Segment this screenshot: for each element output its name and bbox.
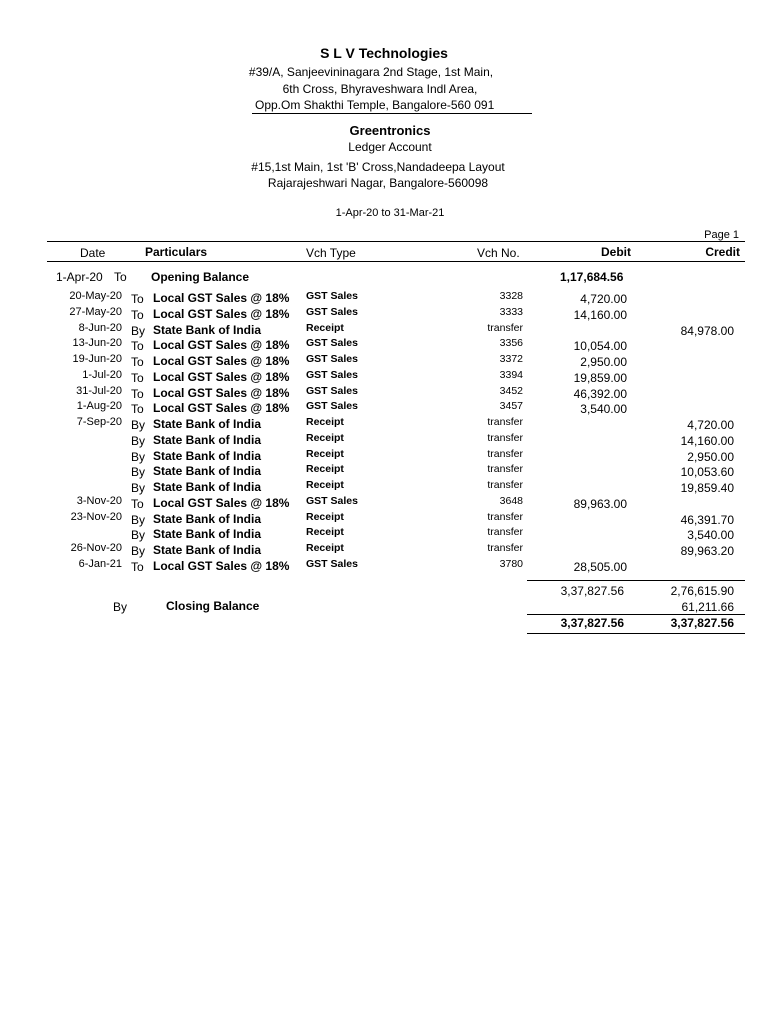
row-vch-type: GST Sales [306,305,358,318]
row-vch-no: 3356 [499,337,523,350]
row-credit: 4,720.00 [687,418,734,432]
opening-balance-row [0,270,768,286]
row-particulars: State Bank of India [153,527,262,542]
row-particulars: State Bank of India [153,417,262,431]
col-header-date: Date [80,246,106,260]
row-date: 26-Nov-20 [70,542,122,554]
row-particulars: Local GST Sales @ 18% [153,354,290,368]
row-to-by: By [131,449,146,464]
table-row [0,479,768,495]
row-debit: 28,505.00 [573,559,627,574]
row-vch-no: transfer [487,542,523,554]
row-vch-no: 3394 [499,368,523,381]
row-date: 19-Jun-20 [72,353,122,365]
row-credit: 46,391.70 [680,512,734,527]
row-vch-type: Receipt [306,416,344,428]
row-date: 13-Jun-20 [72,337,122,350]
row-date: 27-May-20 [69,305,122,318]
row-vch-type: GST Sales [306,353,358,365]
row-to-by: To [131,307,144,322]
row-vch-no: transfer [487,447,523,460]
company-address-line-2: 6th Cross, Bhyraveshwara Indl Area, [282,82,478,96]
row-vch-no: 3372 [499,353,523,365]
party-name: Greentronics [349,123,431,138]
grand-total-debit: 3,37,827.56 [560,616,624,630]
row-vch-type: Receipt [306,321,344,334]
col-header-vch-type: Vch Type [306,246,356,260]
company-address-line-3: Opp.Om Shakthi Temple, Bangalore-560 091 [255,98,495,112]
row-to-by: To [131,496,144,511]
period: 1-Apr-20 to 31-Mar-21 [335,207,445,219]
table-row [0,463,768,479]
table-row [0,511,768,527]
row-date: 1-Jul-20 [82,368,122,381]
row-debit: 4,720.00 [580,292,627,306]
table-row [0,542,768,558]
row-to-by: By [131,528,146,543]
row-debit: 14,160.00 [573,307,627,322]
row-vch-no: transfer [487,416,523,428]
table-row [0,526,768,542]
row-particulars: State Bank of India [153,543,262,557]
row-particulars: Local GST Sales @ 18% [153,369,290,384]
row-particulars: State Bank of India [153,464,262,479]
row-particulars: State Bank of India [153,322,262,337]
opening-date: 1-Apr-20 [56,270,103,284]
row-vch-type: Receipt [306,447,344,460]
row-date: 20-May-20 [69,290,122,302]
table-row [0,369,768,385]
row-debit: 2,950.00 [580,355,627,369]
subtotal-debit: 3,37,827.56 [560,584,624,598]
table-row [0,290,768,306]
row-to-by: To [131,370,144,385]
ledger-subtitle: Ledger Account [348,140,432,154]
row-to-by: By [131,323,146,338]
row-debit: 46,392.00 [573,386,627,401]
col-header-vch-no: Vch No. [477,246,520,260]
header-bottom-rule [47,261,745,262]
row-credit: 19,859.40 [680,481,734,495]
row-vch-type: GST Sales [306,337,358,350]
row-vch-type: Receipt [306,526,344,539]
row-particulars: Local GST Sales @ 18% [153,338,290,353]
row-vch-no: 3452 [499,384,523,397]
row-particulars: Local GST Sales @ 18% [153,291,290,305]
row-vch-type: GST Sales [306,384,358,397]
row-vch-no: transfer [487,321,523,334]
opening-label: Opening Balance [151,270,250,284]
table-row [0,385,768,401]
row-particulars: Local GST Sales @ 18% [153,558,290,573]
row-to-by: By [131,544,146,558]
row-credit: 2,950.00 [687,449,734,464]
row-debit: 10,054.00 [573,339,627,354]
col-header-credit: Credit [705,245,740,259]
opening-debit: 1,17,684.56 [560,270,624,284]
table-row [0,306,768,322]
grand-total-bottom-rule [527,633,745,634]
table-row [0,322,768,338]
row-debit: 19,859.00 [573,370,627,385]
row-particulars: Local GST Sales @ 18% [153,306,290,321]
row-vch-no: 3780 [499,557,523,570]
row-credit: 84,978.00 [680,323,734,338]
table-row [0,416,768,432]
row-to-by: To [131,355,144,369]
party-address-line-1: #15,1st Main, 1st 'B' Cross,Nandadeepa Layout [251,160,505,174]
row-to-by: To [131,402,144,417]
company-name: S L V Technologies [320,45,448,61]
party-address-line-2: Rajarajeshwari Nagar, Bangalore-560098 [267,176,489,190]
row-particulars: State Bank of India [153,432,262,447]
row-to-by: To [131,559,144,574]
row-to-by: By [131,481,146,495]
row-vch-type: GST Sales [306,494,358,507]
address-underline [252,113,532,114]
row-vch-type: GST Sales [306,368,358,381]
table-row [0,495,768,511]
row-particulars: Local GST Sales @ 18% [153,401,290,416]
row-vch-type: Receipt [306,431,344,444]
row-vch-no: 3457 [499,400,523,413]
subtotal-rule [527,580,745,581]
row-date: 3-Nov-20 [76,494,122,507]
company-address-line-1: #39/A, Sanjeevininagara 2nd Stage, 1st Main, [248,65,494,79]
page-number: Page 1 [704,229,739,241]
row-date: 8-Jun-20 [78,321,122,334]
row-vch-no: transfer [487,463,523,476]
row-particulars: State Bank of India [153,480,262,494]
row-vch-no: transfer [487,479,523,491]
row-debit: 89,963.00 [573,496,627,511]
row-vch-no: transfer [487,526,523,539]
row-particulars: State Bank of India [153,448,262,463]
row-credit: 14,160.00 [680,433,734,448]
row-to-by: To [131,386,144,401]
table-row [0,448,768,464]
row-to-by: By [131,433,146,448]
closing-balance-credit: 61,211.66 [681,600,734,614]
row-date: 1-Aug-20 [76,400,122,413]
row-date: 23-Nov-20 [70,510,122,523]
subtotal-credit: 2,76,615.90 [670,584,734,598]
table-row [0,400,768,416]
header-top-rule [47,241,745,242]
row-particulars: State Bank of India [153,511,262,526]
row-vch-type: GST Sales [306,400,358,413]
row-particulars: Local GST Sales @ 18% [153,385,290,400]
row-date: 31-Jul-20 [76,384,122,397]
row-to-by: By [131,465,146,480]
closing-to-by: By [113,600,128,614]
row-vch-type: GST Sales [306,557,358,570]
row-vch-no: transfer [487,431,523,444]
row-vch-type: Receipt [306,463,344,476]
row-credit: 89,963.20 [680,544,734,558]
row-vch-no: transfer [487,510,523,523]
col-header-particulars: Particulars [145,245,208,259]
row-particulars: Local GST Sales @ 18% [153,495,290,510]
row-to-by: To [131,339,144,354]
row-vch-type: Receipt [306,479,344,491]
row-credit: 10,053.60 [680,465,734,480]
row-date: 6-Jan-21 [78,557,122,570]
row-vch-type: Receipt [306,510,344,523]
table-row [0,353,768,369]
row-vch-no: 3328 [499,290,523,302]
row-vch-no: 3648 [499,494,523,507]
table-row [0,558,768,574]
row-to-by: To [131,292,144,306]
row-credit: 3,540.00 [687,528,734,543]
grand-total-credit: 3,37,827.56 [670,616,734,630]
row-vch-type: GST Sales [306,290,358,302]
col-header-debit: Debit [601,245,631,259]
row-date: 7-Sep-20 [76,416,122,428]
row-vch-no: 3333 [499,305,523,318]
row-debit: 3,540.00 [580,402,627,417]
table-row [0,432,768,448]
closing-balance-label: Closing Balance [166,599,260,613]
row-vch-type: Receipt [306,542,344,554]
opening-to-by: To [114,270,127,284]
grand-total-top-rule [527,614,745,615]
row-to-by: By [131,418,146,432]
row-to-by: By [131,512,146,527]
table-row [0,337,768,353]
